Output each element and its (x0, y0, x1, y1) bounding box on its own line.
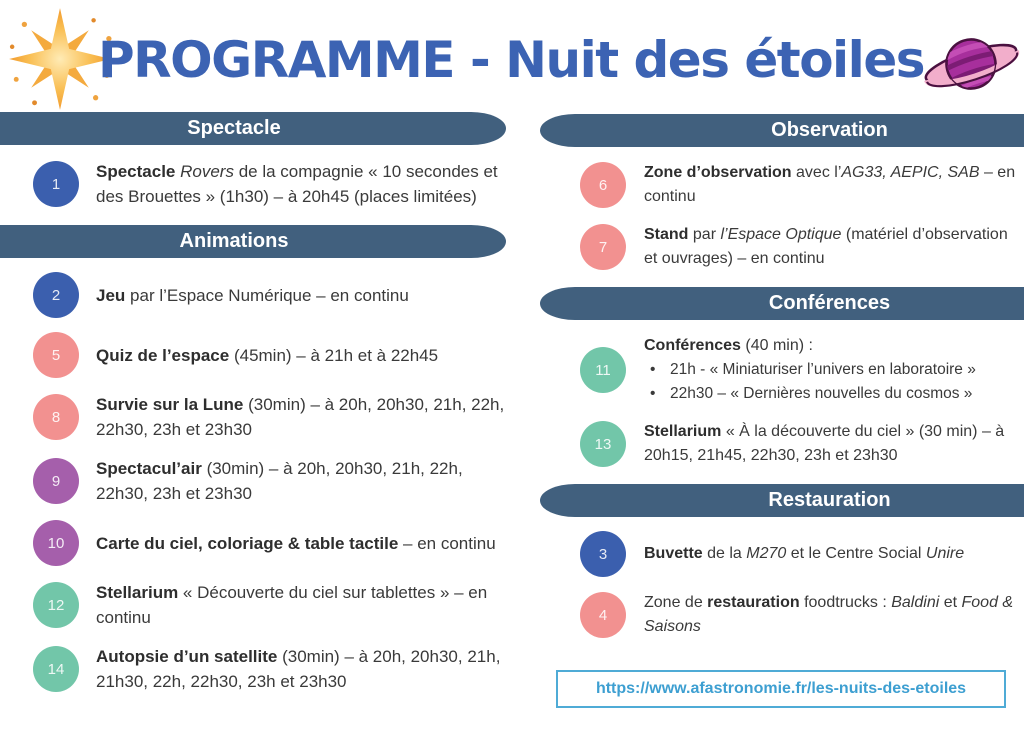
section-title: Spectacle (187, 117, 281, 139)
text-run: (30min) – à 20h, 20h30, 21h, 22h, 22h30, 23h et 23h30 (96, 459, 463, 503)
text-run: « À la découverte du ciel » (30 min) – à 20h15, 21h45, 22h30, 23h et 23h30 (644, 423, 1005, 464)
item-number-badge: 6 (580, 162, 626, 208)
program-item-10 (0, 520, 506, 566)
text-run: Rovers (180, 162, 234, 181)
bullet-item (644, 358, 1018, 382)
text-run: Spectacul’air (96, 459, 207, 478)
item-text (96, 283, 506, 308)
text-run: (40 min) : (745, 337, 813, 354)
item-number-badge: 11 (580, 347, 626, 393)
program-item-12 (0, 580, 506, 630)
section-header-conferences (540, 287, 1024, 320)
website-url-text: https://www.afastronomie.fr/les-nuits-des-etoiles (595, 680, 967, 697)
item-number-badge: 9 (33, 458, 79, 504)
item-number-badge: 5 (33, 332, 79, 378)
text-run: de la compagnie « 10 secondes et des Brouettes » (1h30) – à 20h45 (places limitées) (96, 162, 498, 206)
text-run: par l’Espace Numérique – en continu (130, 285, 409, 305)
text-run: Autopsie d’un satellite (96, 647, 283, 666)
text-run: 22h30 – « Dernières nouvelles du cosmos » (670, 385, 973, 402)
text-run: l’Espace Optique (720, 226, 846, 243)
text-run: foodtrucks : (804, 594, 892, 611)
item-text (644, 161, 1018, 209)
text-run: – en continu (403, 533, 496, 553)
item-text (96, 644, 506, 694)
text-run: Zone de (644, 594, 708, 611)
text-run: Conférences (644, 337, 746, 354)
item-text (96, 531, 506, 556)
item-text (644, 420, 1018, 468)
bullet-item (644, 382, 1018, 406)
program-item-1 (0, 159, 506, 209)
program-item-14 (0, 644, 506, 694)
text-run: M270 (746, 545, 787, 562)
section-header-animations (0, 225, 506, 258)
text-run: Stand (644, 226, 693, 243)
program-item-5 (0, 332, 506, 378)
text-run: (45min) – à 21h et à 22h45 (233, 345, 439, 365)
text-run: Unire (925, 545, 965, 562)
section-title: Restauration (768, 489, 891, 511)
text-run: Survie sur la Lune (96, 395, 249, 414)
text-run: (matériel d’observation et ouvrages) – en continu (644, 226, 1008, 267)
website-link[interactable] (556, 670, 1006, 708)
text-run: Quiz de l’espace (96, 345, 234, 365)
text-run: avec l’ (796, 164, 842, 181)
text-run: Jeu (96, 285, 131, 305)
text-run: et le Centre Social (786, 545, 926, 562)
text-run: de la (707, 545, 747, 562)
item-number-badge: 14 (33, 646, 79, 692)
item-text (644, 591, 1018, 639)
item-text (96, 159, 506, 209)
page-title: PROGRAMME - Nuit des étoiles (98, 31, 924, 89)
text-run: Spectacle (96, 162, 181, 181)
bullet-list (644, 358, 1018, 406)
text-run: Baldini (891, 594, 940, 611)
item-number-badge: 7 (580, 224, 626, 270)
program-item-4 (540, 591, 1024, 639)
item-number-badge: 12 (33, 582, 79, 628)
item-number-badge: 10 (33, 520, 79, 566)
text-run: AG33, AEPIC, SAB (841, 164, 980, 181)
program-item-9 (0, 456, 506, 506)
item-number-badge: 1 (33, 161, 79, 207)
section-title: Animations (179, 230, 289, 252)
item-text (96, 392, 506, 442)
text-run: Stellarium (644, 423, 726, 440)
section-title: Observation (771, 119, 888, 141)
item-text (96, 456, 506, 506)
program-item-7 (540, 223, 1024, 271)
text-run: Stellarium (96, 583, 183, 602)
item-text (644, 334, 1018, 406)
text-run: – en continu (644, 164, 1016, 205)
text-run: Food & Saisons (644, 594, 1014, 635)
text-run: (30min) – à 20h, 20h30, 21h, 22h, 22h30, 23h et 23h30 (96, 395, 505, 439)
section-header-restauration (540, 484, 1024, 517)
text-run: Zone d’observation (644, 164, 797, 181)
right-column (540, 114, 1024, 639)
saturn-icon (920, 26, 1022, 102)
program-item-3 (540, 531, 1024, 577)
program-item-8 (0, 392, 506, 442)
text-run: Buvette (644, 545, 708, 562)
section-title: Conférences (768, 292, 891, 314)
item-number-badge: 13 (580, 421, 626, 467)
left-column (0, 112, 506, 694)
section-header-spectacle (0, 112, 506, 145)
text-run: 21h - « Miniaturiser l’univers en laboratoire » (670, 361, 976, 378)
item-number-badge: 3 (580, 531, 626, 577)
program-item-11 (540, 334, 1024, 406)
section-header-observation (540, 114, 1024, 147)
text-run: « Découverte du ciel sur tablettes » – en continu (96, 583, 488, 627)
item-number-badge: 4 (580, 592, 626, 638)
item-number-badge: 2 (33, 272, 79, 318)
text-run: restauration (707, 594, 805, 611)
program-item-13 (540, 420, 1024, 468)
text-run: par (692, 226, 721, 243)
text-run: (30min) – à 20h, 20h30, 21h, 21h30, 22h, 22h30, 23h et 23h30 (96, 647, 501, 691)
item-text (644, 223, 1018, 271)
program-item-2 (0, 272, 506, 318)
item-number-badge: 8 (33, 394, 79, 440)
text-run: Carte du ciel, coloriage & table tactile (96, 533, 404, 553)
text-run: et (939, 594, 962, 611)
item-text (96, 343, 506, 368)
item-text (96, 580, 506, 630)
item-text (644, 542, 1018, 566)
program-item-6 (540, 161, 1024, 209)
